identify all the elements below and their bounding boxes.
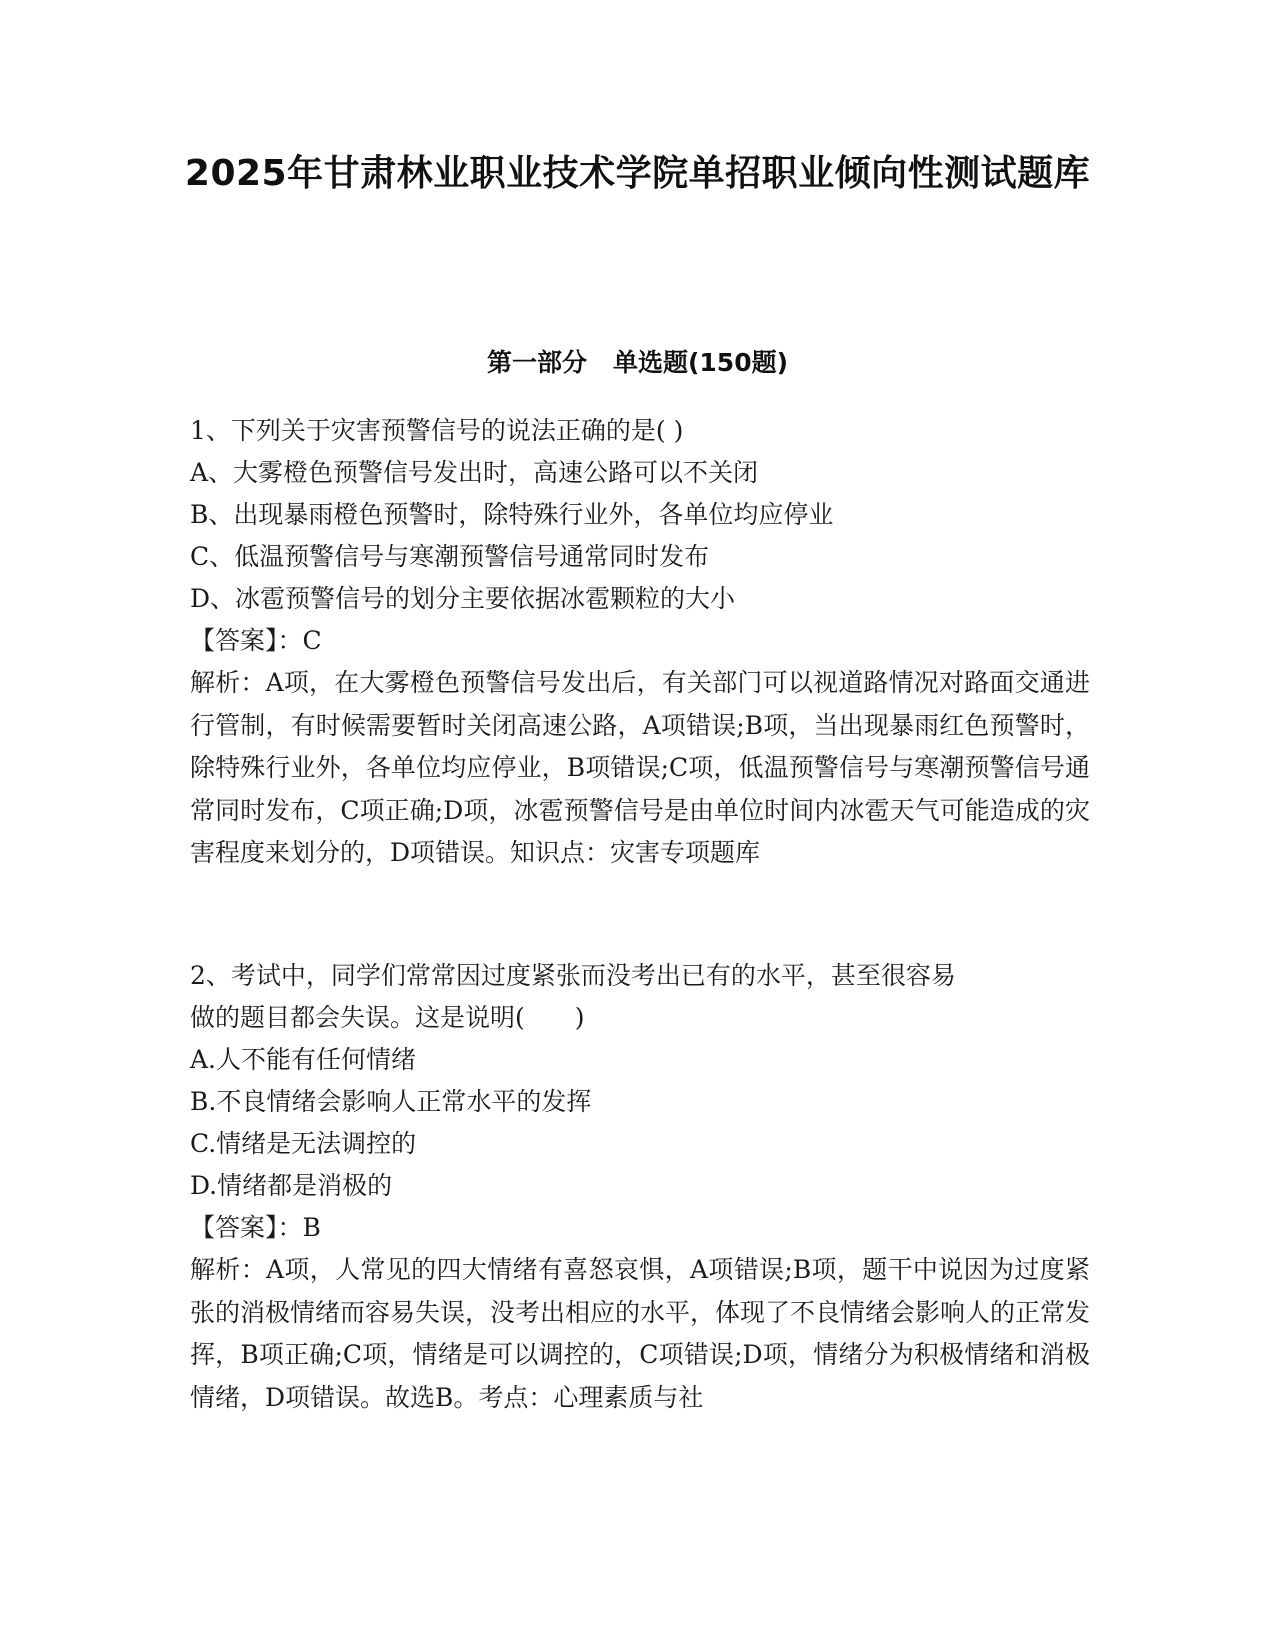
question-stem-line-2: 做的题目都会失误。这是说明( ): [190, 1003, 585, 1032]
section-part: 第一部分: [486, 348, 587, 377]
option-d: D、冰雹预警信号的划分主要依据冰雹颗粒的大小: [190, 584, 736, 613]
option-c: C.情绪是无法调控的: [190, 1129, 417, 1158]
option-a: A、大雾橙色预警信号发出时，高速公路可以不关闭: [190, 458, 759, 487]
document-title: 2025年甘肃林业职业技术学院单招职业倾向性测试题库: [184, 153, 1091, 194]
option-b: B.不良情绪会影响人正常水平的发挥: [190, 1087, 592, 1116]
question-2: [190, 955, 1090, 1419]
option-d: D.情绪都是消极的: [190, 1171, 393, 1200]
analysis-text: 解析：A项，人常见的四大情绪有喜怒哀惧，A项错误;B项，题干中说因为过度紧张的消极情绪而容易失误，没考出相应的水平，体现了不良情绪会影响人的正常发挥，B项正确;C项，情绪是可以调控的，C项错误;D项，情绪分为积极情绪和消极情绪，D项错误。故选B。考点：心理素质与社: [190, 1255, 1091, 1412]
section-heading: [160, 345, 1115, 381]
section-name: 单选题(150题): [612, 348, 789, 377]
option-b: B、出现暴雨橙色预警时，除特殊行业外，各单位均应停业: [190, 500, 834, 529]
question-stem-line-1: 2、考试中，同学们常常因过度紧张而没考出已有的水平，甚至很容易: [190, 961, 956, 990]
answer-line: 【答案】：B: [190, 1213, 321, 1242]
answer-line: 【答案】：C: [190, 626, 322, 655]
option-c: C、低温预警信号与寒潮预警信号通常同时发布: [190, 542, 710, 571]
option-a: A.人不能有任何情绪: [190, 1045, 417, 1074]
question-stem: 1、下列关于灾害预警信号的说法正确的是( ): [190, 416, 684, 445]
question-1: [190, 410, 1090, 875]
analysis-text: 解析：A项，在大雾橙色预警信号发出后，有关部门可以视道路情况对路面交通进行管制，有时候需要暂时关闭高速公路，A项错误;B项，当出现暴雨红色预警时，除特殊行业外，各单位均应停业，B项错误;C项，低温预警信号与寒潮预警信号通常同时发布，C项正确;D项，冰雹预警信号是由单位时间内冰雹天气可能造成的灾害程度来划分的，D项错误。知识点：灾害专项题库: [190, 668, 1090, 867]
